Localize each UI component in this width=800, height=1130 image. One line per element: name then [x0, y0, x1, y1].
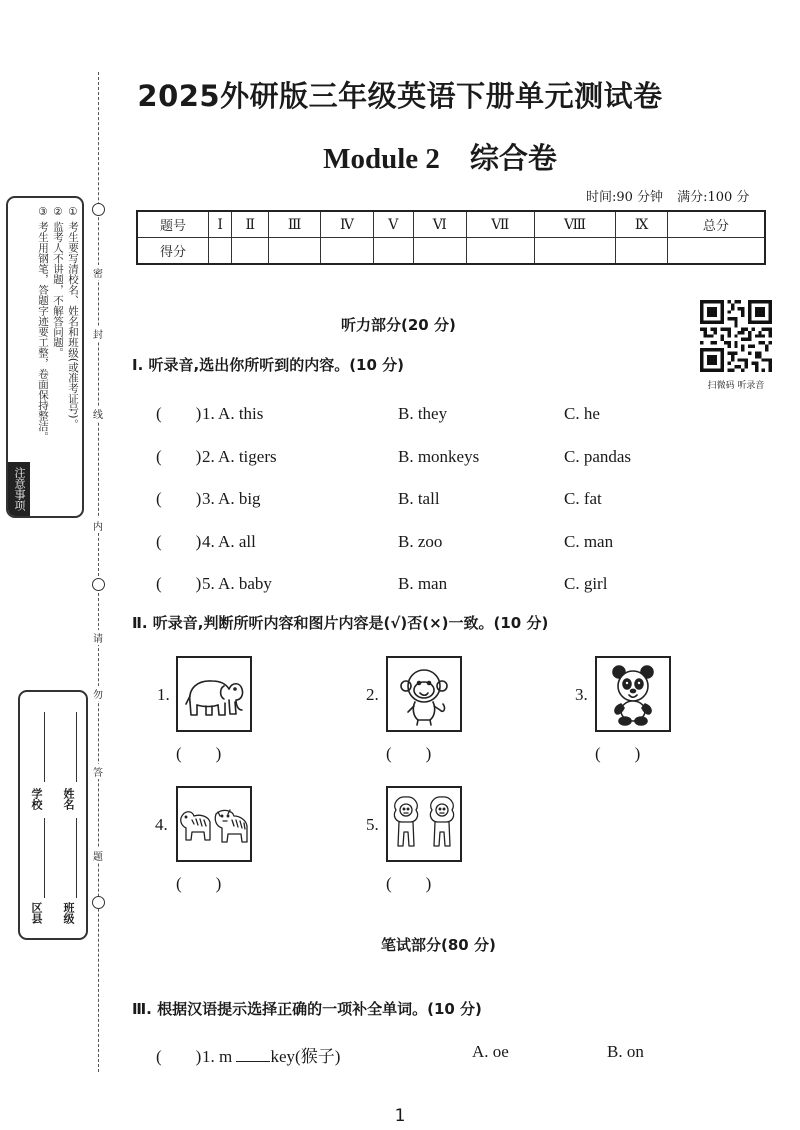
seal-char: 密 [91, 265, 105, 280]
section-2-title: Ⅱ. 听录音,判断所听内容和图片内容是(√)否(×)一致。(10 分) [132, 614, 549, 632]
listening-part-title: 听力部分(20 分) [341, 316, 456, 334]
notice-line: ① 考生要写清校名、姓名和班级(或准考证号)。 [67, 206, 79, 430]
seal-char: 答 [91, 764, 105, 779]
panda-picture [595, 656, 671, 732]
student-info-box [18, 690, 88, 940]
question-row [156, 442, 631, 467]
score-cell[interactable] [667, 238, 765, 265]
monkey-picture [386, 656, 462, 732]
option-b: B. monkeys [398, 447, 480, 466]
exam-meta [586, 186, 749, 205]
column-header: Ⅶ [467, 211, 535, 238]
score-cell[interactable] [320, 238, 373, 265]
seal-char: 请 [91, 630, 105, 645]
column-header: Ⅷ [534, 211, 616, 238]
column-header: Ⅳ [320, 211, 373, 238]
column-header: Ⅴ [374, 211, 413, 238]
section-1-title: Ⅰ. 听录音,选出你所听到的内容。(10 分) [132, 356, 405, 374]
score-cell[interactable] [413, 238, 467, 265]
paper-subtitle [0, 136, 800, 177]
score-cell[interactable] [467, 238, 535, 265]
option-a: 1. A. this [202, 404, 264, 423]
column-header: Ⅵ [413, 211, 467, 238]
module-label: Module 2 [323, 143, 440, 175]
elephant-picture [176, 656, 252, 732]
option-a: A. oe [472, 1042, 509, 1061]
paper-title: 2025外研版三年级英语下册单元测试卷 [137, 79, 663, 113]
qr-caption: 扫微码 听录音 [707, 381, 765, 391]
item-number: 3. [575, 685, 588, 704]
name-blank[interactable] [76, 712, 77, 782]
name-label: 姓名 [62, 788, 75, 810]
school-blank[interactable] [44, 712, 45, 782]
row-header: 题号 [137, 211, 209, 238]
seal-char: 勿 [91, 686, 105, 701]
score-table [136, 210, 766, 265]
page-number: 1 [394, 1106, 406, 1126]
column-header: Ⅱ [232, 211, 269, 238]
district-label: 区县 [30, 902, 43, 924]
school-label: 学校 [30, 788, 43, 810]
score-cell[interactable] [534, 238, 616, 265]
answer-paren[interactable]: ( ) [156, 489, 202, 508]
column-header: Ⅸ [616, 211, 667, 238]
word-suffix: key(猴子) [270, 1047, 341, 1066]
question-row [156, 484, 602, 509]
binding-hole-3 [92, 896, 105, 909]
notice-line: ② 监考人不讲题，不解答问题。 [52, 206, 64, 358]
column-header: 总分 [667, 211, 765, 238]
seal-char: 线 [91, 406, 105, 421]
option-c: C. pandas [564, 447, 632, 466]
item-number: 4. [155, 815, 168, 834]
table-row [137, 211, 765, 238]
question-row [156, 399, 600, 424]
class-label: 班级 [62, 902, 75, 924]
option-a: 3. A. big [202, 489, 261, 508]
class-blank[interactable] [76, 818, 77, 898]
item-number: 5. [366, 815, 379, 834]
score-cell[interactable] [209, 238, 232, 265]
option-b: B. on [607, 1042, 644, 1061]
seal-char: 封 [91, 326, 105, 341]
writing-part-title: 笔试部分(80 分) [381, 936, 496, 954]
row-header: 得分 [137, 238, 209, 265]
option-b: B. they [398, 404, 448, 423]
column-header: Ⅲ [269, 211, 320, 238]
option-c: C. girl [564, 574, 608, 593]
answer-paren[interactable]: ( ) [595, 744, 641, 763]
answer-paren[interactable]: ( ) [386, 874, 432, 893]
answer-paren[interactable]: ( ) [156, 574, 202, 593]
option-c: C. fat [564, 489, 602, 508]
tigers-picture [176, 786, 252, 862]
option-a: 5. A. baby [202, 574, 272, 593]
word-prefix: 1. m [202, 1047, 233, 1066]
question-row [156, 1042, 340, 1067]
word-blank[interactable] [236, 1049, 270, 1062]
score-cell[interactable] [232, 238, 269, 265]
seal-char: 题 [91, 848, 105, 863]
notice-box [6, 196, 84, 518]
notice-line: ③ 考生用钢笔，答题字迹要工整，卷面保持整洁。 [37, 206, 49, 442]
section-3-title: Ⅲ. 根据汉语提示选择正确的一项补全单词。(10 分) [132, 1000, 482, 1018]
question-row [156, 527, 613, 552]
question-row [156, 569, 607, 594]
item-number: 1. [157, 685, 170, 704]
score-cell[interactable] [269, 238, 320, 265]
notice-text [32, 206, 80, 510]
paper-type: 综合卷 [469, 143, 557, 175]
option-c: C. he [564, 404, 600, 423]
table-row [137, 238, 765, 265]
option-c: C. man [564, 532, 614, 551]
answer-paren[interactable]: ( ) [176, 744, 222, 763]
full-marks: 满分:100 分 [677, 190, 750, 205]
answer-paren[interactable]: ( ) [156, 447, 202, 466]
seal-char: 内 [91, 518, 105, 533]
binding-dashed-line [98, 72, 99, 1072]
score-cell[interactable] [616, 238, 667, 265]
score-cell[interactable] [374, 238, 413, 265]
time-limit: 时间:90 分钟 [586, 190, 664, 205]
qr-code-icon[interactable] [700, 300, 772, 372]
answer-paren[interactable]: ( ) [386, 744, 432, 763]
option-a: 4. A. all [202, 532, 256, 551]
option-b: B. man [398, 574, 448, 593]
answer-paren[interactable]: ( ) [176, 874, 222, 893]
binding-hole-1 [92, 203, 105, 216]
notice-label: 注意事项 [8, 462, 30, 516]
item-number: 2. [366, 685, 379, 704]
option-b: B. zoo [398, 532, 443, 551]
district-blank[interactable] [44, 818, 45, 898]
column-header: Ⅰ [209, 211, 232, 238]
option-b: B. tall [398, 489, 440, 508]
answer-paren[interactable]: ( ) [156, 532, 202, 551]
answer-paren[interactable]: ( ) [156, 1047, 202, 1066]
answer-paren[interactable]: ( ) [156, 404, 202, 423]
binding-hole-2 [92, 578, 105, 591]
lions-picture [386, 786, 462, 862]
option-a: 2. A. tigers [202, 447, 277, 466]
